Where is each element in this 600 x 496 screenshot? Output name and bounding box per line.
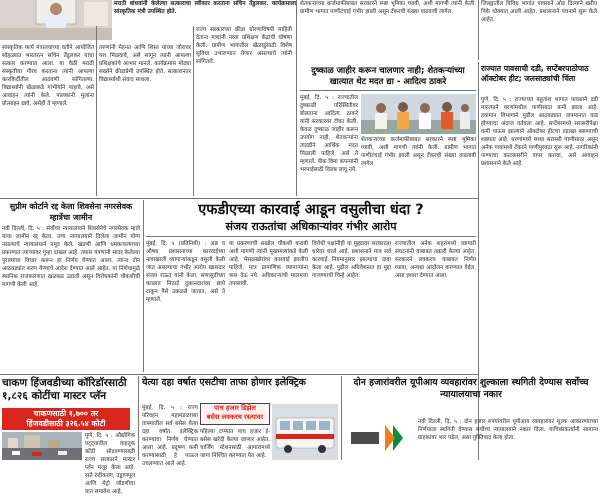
shivsena-headline: सुप्रीम कोर्टाने रद्द केला शिवसेना नगरसेवक म्हात्रेंचा जामीन <box>9 202 133 222</box>
fda-col-2: या प्रकरणाची सखोल चौकशी करावी अशी मागणी त्यांनी मुख्यमंत्र्यांकडे केली आहे. भेसळखोरांवर कारवाई झालीच पाहिजे, मात्र प्रामाणिक व्यापाऱ्यांना त्रास देऊ नये. अधिकाऱ्यांची मालमत्ता तपासावी. <box>229 241 308 287</box>
fda-subhead: संजय राऊतांचा अधिकाऱ्यांवर गंभीर आरोप <box>225 220 397 233</box>
sachin-col-2: तरुणांनी मेहनत आणि शिस्त यांच्या जोरावर यश मिळवावे, असे सांगून त्यांनी आपल्या प्रशिक्षकांचे आभार मानले. कार्यक्रमास मोठ्या संख्येने क्रीडाप्रेमी उपस्थित होते. सत्कारानंतर विद्यार्थ्यांशी संवाद साधला. <box>99 45 191 83</box>
photo-bus <box>272 404 338 460</box>
chakan-banner <box>2 408 130 430</box>
fda-headline: एफडीएच्या कारवाई आडून वसुलीचा धंदा ? <box>198 202 424 218</box>
upi-headline: दोन हजारांवरील यूपीआय व्यवहारांवर शुल्काला स्थगिती देण्यास सर्वोच्च न्यायालयाचा नकार <box>353 377 589 400</box>
chakan-headline: चाकण हिंजवडीच्या कॉरिडॉरसाठी १,८२६ कोटींचा मास्टर प्लॅन <box>2 377 127 402</box>
sachin-col-1: सांस्कृतिक कार्य मंत्रालयाच्या वतीने आयोजित सोहळ्यात भारतरत्न सचिन तेंडुलकर यांचा सत्कार करण्यात आला. या वेळी मराठी संस्कृतीचा गौरव करताना त्यांनी आपल्या कारकिर्दीतील आठवणी सांगितल्या. विद्यार्थ्यांनी खेळाकडे गांभीर्याने पाहावे, असे आवाहन त्यांनी केले. पालकांनी मुलांना प्रोत्साहन द्यावे, असेही ते म्हणाले. <box>2 45 94 107</box>
top-mid-text: शेतकऱ्यांच्या कर्जमाफीबाबत सरकारने स्पष्ट भूमिका घ्यावी, अशी मागणी त्यांनी केली. ग्रामीण भागात पाणीटंचाई गंभीर झाली असून टँकरची संख्या वाढवावी लागेल. <box>300 1 476 15</box>
ebus-body: मुंबई, दि. ५ : राज्य परिवहन महामंडळाच्या ताफ्यातील सर्व बसेस येत्या दहा वर्षांत इलेक्ट्रिक करण्याचा निर्णय घेण्यात आला आहे. प्रदूषण कमी करण्यासाठी हे पाऊल उचलण्यात आले आहे. <box>142 405 198 467</box>
fda-col-1: मुंबई, दि. ५ (प्रतिनिधी) : अन्न व औषध प्रशासनाच्या कारवाईच्या नावाखाली व्यापाऱ्यांकडून वसुली केली जात असल्याचा गंभीर आरोप खासदार संजय राऊत यांनी केला. सणासुदीच्या काळात मिठाई दुकानदारांवर छापे टाकून पैसे उकळले जातात, असे ते म्हणाले. <box>146 241 225 303</box>
rain-headline-text: राज्यात पावसाची दडी, सप्टेंबरपाठोपाठ ऑक्टोबर हीट; जलसाठ्यांची चिंता <box>481 64 589 83</box>
ebus-box-line-1: पाच हजार डिझेल <box>214 404 256 412</box>
chakan-banner-line-1: चाकणसाठी १,७०० तर <box>33 409 99 418</box>
sachin-col-3: राज्य सरकारच्या क्रीडा धोरणाविषयी माहिती देताना मंत्र्यांनी नव्या प्रशिक्षण केंद्रांची घोषणा केली. ग्रामीण भागातील खेळाडूंसाठी विशेष सुविधा उभारण्यात येणार असल्याचे त्यांनी सांगितले. <box>196 27 292 65</box>
rain-headline <box>481 64 598 84</box>
upi-body: नवी दिल्ली, दि. ५ : दोन हजार रुपयांवरील यूपीआय व्यवहारांवर शुल्क आकारण्याच्या निर्णयाला स्थगिती देण्यास सर्वोच्च न्यायालयाने नकार दिला. याचिकाकर्त्यांनी सामान्य ग्राहकांवर भार पडेल, असा युक्तिवाद केला होता. <box>418 419 598 441</box>
fda-col-4: राज्यातील अनेक शहरांमध्ये व्यापारी संघटनांनी याबाबत तक्रारी केल्या आहेत. सरकारने लवकरच याबाबत निर्णय घ्यावा, अन्यथा आंदोलन करण्यात येईल, असा इशारा देण्यात आला. <box>395 241 476 279</box>
top-right-text: जिल्ह्यातील विविध भागांत पावसाने ओढ दिल्याने खरीप पिके धोक्यात आली आहेत. प्रशासनाने पंचनामे सुरू केले आहेत. <box>481 1 597 23</box>
chakan-banner-line-2: हिंजवडीसाठी ३२६.५४ कोटी <box>26 419 106 428</box>
photo-caption: मराठी बांधवांनी केलेल्या सत्काराचा स्वीकार करताना सचिन तेंडुलकर. कार्यक्रमाला सांस्कृतिक मंत्री उपस्थित होते. <box>114 1 296 15</box>
ebus-box <box>200 403 270 425</box>
shivsena-body: नवी दिल्ली, दि. ५ : सर्वोच्च न्यायालयाने शिवसेनेचे नगरसेवक म्हात्रे यांचा जामीन रद्द केला. उच्च न्यायालयाने दिलेला जामीन योग्य नसल्याचे न्यायालयाने नमूद केले. खंडणी आणि धमकावल्याच्या प्रकरणात त्यांच्यावर गुन्हा दाखल आहे. तपास यंत्रणांनी सादर केलेल्या पुराव्यांचा विचार करून हा निर्णय घेण्यात आला. त्यांना दोन आठवड्यांत शरण येण्याचे आदेश देण्यात आले आहेत. या निर्णयामुळे स्थानिक राजकारणात खळबळ उडाली असून विरोधकांनी चौकशीची मागणी केली आहे. <box>2 226 140 288</box>
ebus-body-2: पहिल्या टप्प्यात पाच हजार ई-बसेस खरेदी केल्या जाणार आहेत. चार्जिंग स्टेशनसाठी आगारांमध्ये जागा निश्चित करण्यात येत आहे. <box>200 429 270 459</box>
thackeray-body-2: शेतकऱ्यांच्या कर्जमाफीबाबत सरकारने स्पष्ट भूमिका घ्यावी, अशी मागणी त्यांनी केली. ग्रामीण भागात पाणीटंचाई गंभीर झाली असून टँकरची संख्या वाढवावी लागेल. <box>361 137 476 167</box>
fda-col-3: विरोधी पक्षांनीही या मुद्द्यावर सरकारला धारेवर धरले आहे. प्रशासनाने मात्र सर्व कारवाई नियमानुसार झाल्याचा दावा केला आहे. पुढील अधिवेशनात हा मुद्दा गाजण्याची चिन्हे आहेत. <box>312 241 391 279</box>
ebus-box-line-2: बसेस लवकरच रस्त्यावर <box>206 413 264 421</box>
photo-thackeray <box>361 94 476 134</box>
chakan-body: पुणे, दि. ५ : औद्योगिक पट्ट्यातील वाहतूक कोंडी सोडवण्यासाठी राज्य सरकारने मास्टर प्लॅन मंजूर केला आहे. रस्ते रुंदीकरण, उड्डाणपूल आणि मेट्रो जोडणीचा यात समावेश आहे. <box>85 433 135 495</box>
thackeray-body: मुंबई, दि. ५ : राज्यातील दुष्काळी परिस्थितीवर बोलताना आदित्य ठाकरे यांनी सरकारवर टीका केली. केवळ दुष्काळ जाहीर करून उपयोग नाही, शेतकऱ्यांना तातडीने आर्थिक मदत मिळाली पाहिजे, असे ते म्हणाले. पीक विमा कंपन्यांनी भरपाईसाठी विलंब लावू नये. <box>300 95 358 173</box>
ebus-headline: येत्या दहा वर्षात एसटीचा ताफा होणार इलेक्ट्रिक <box>142 377 306 388</box>
thackeray-headline: दुष्काळ जाहीर करून चालणार नाही; शेतकऱ्यांच्या खात्यात थेट मदत द्या - आदित्य ठाकरे <box>311 66 465 87</box>
photo-upi-logo <box>345 417 415 460</box>
rain-body: पुणे, दि. ५ : राज्याच्या बहुतांश भागात पावसाने दडी मारल्याने धरणांमधील पाणीसाठा कमी झाला आहे. हवामान विभागाने पुढील आठवड्यात तापमानात वाढ होण्याचा अंदाज वर्तवला आहे. सप्टेंबरमध्ये सरासरीपेक्षा कमी पाऊस झाल्याने ऑक्टोबर हीटचा तडाखा बसण्याची शक्यता आहे. धरणांमध्ये सध्या सरासरी पाणीसाठा असून अनेक गावांमध्ये टँकरने पाणीपुरवठा सुरू आहे. नागरिकांनी पाण्याचा काटकसरीने वापर करावा, असे आवाहन प्रशासनाने केले आहे. <box>481 97 598 167</box>
photo-corridor <box>2 432 82 460</box>
